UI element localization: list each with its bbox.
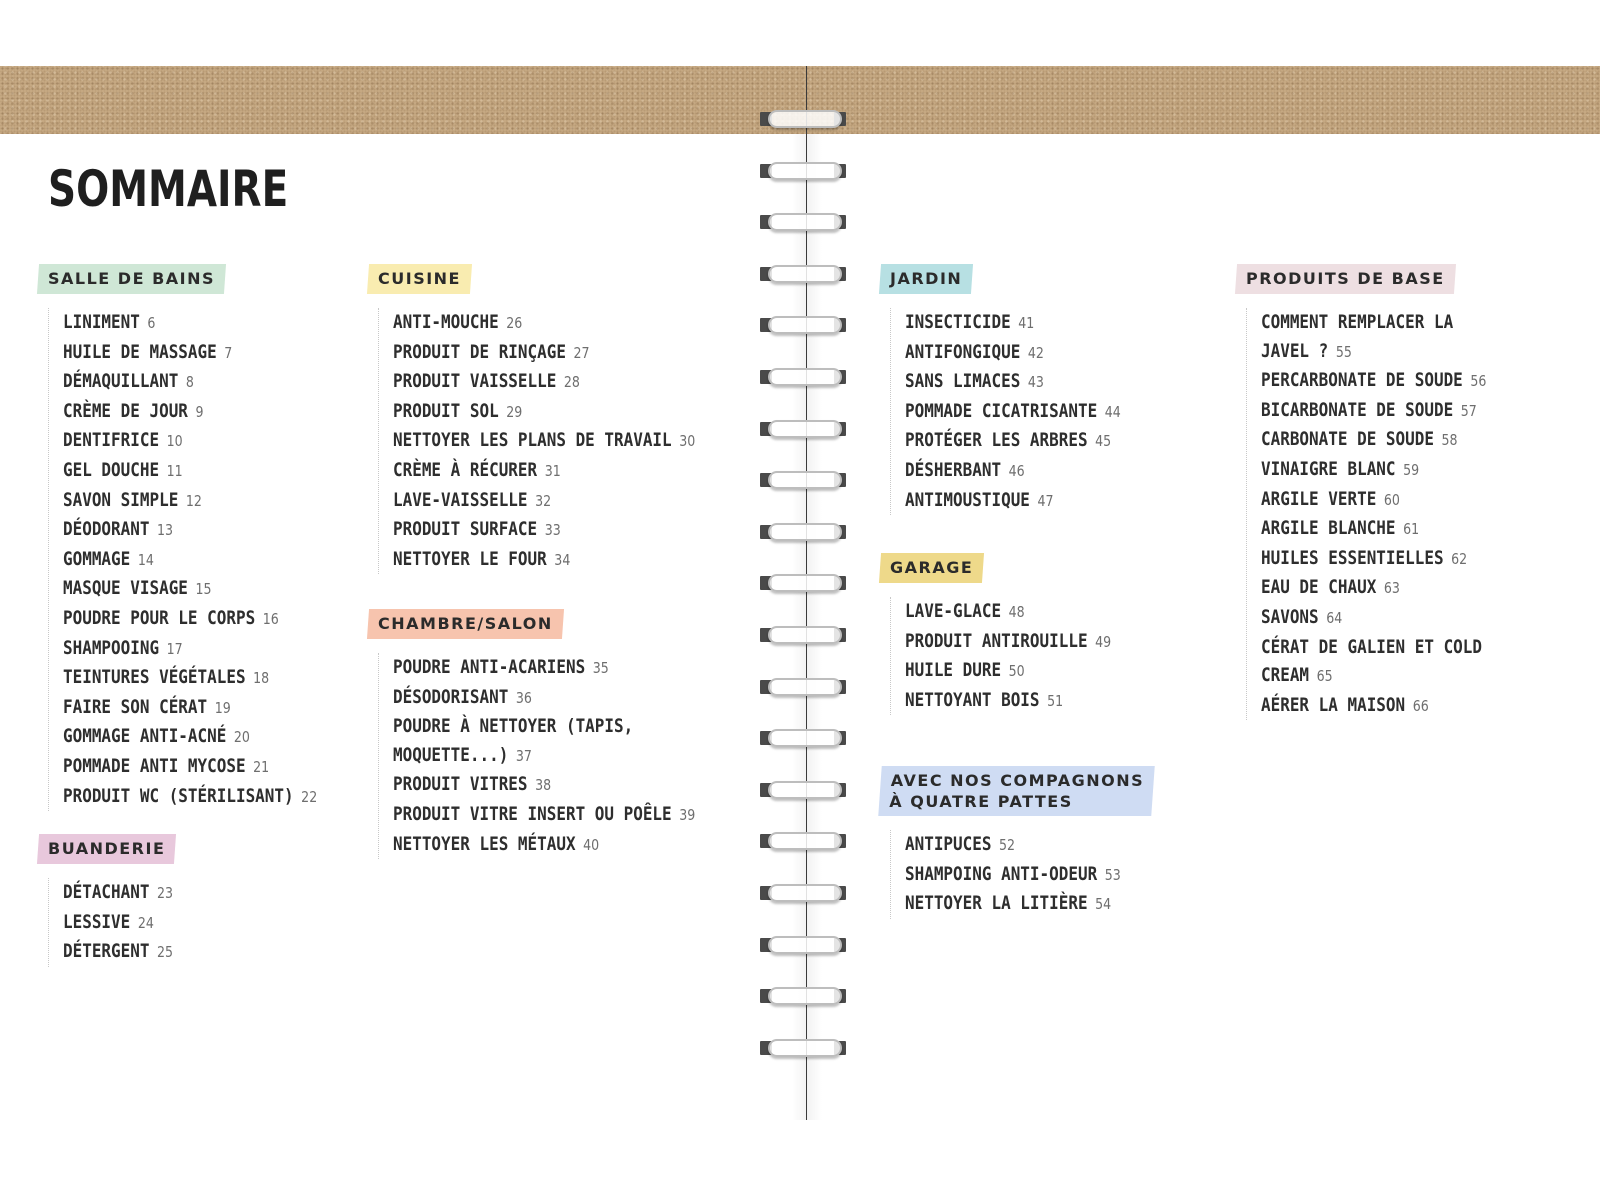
list-item: [63, 722, 317, 752]
list-item: [63, 604, 317, 634]
page-number: 12: [185, 491, 202, 510]
list-item: [63, 308, 317, 338]
section-heading: CUISINE: [367, 264, 472, 294]
page-number: 51: [1047, 691, 1064, 710]
item-label: POUDRE POUR LE CORPS: [63, 606, 256, 629]
item-label: GOMMAGE: [63, 547, 131, 570]
item-label: LESSIVE: [63, 910, 131, 933]
recipe-list: [378, 308, 753, 574]
list-item: [393, 653, 695, 683]
list-item: [1261, 661, 1486, 691]
list-item: [905, 830, 1121, 860]
section-garage: [880, 553, 1150, 715]
item-label: LAVE-GLACE: [905, 600, 1002, 622]
page-number: 64: [1326, 608, 1343, 627]
section-produits-de-base: [1236, 264, 1529, 720]
binding-ring: [760, 727, 846, 749]
binding-ring: [760, 985, 846, 1007]
page-number: 15: [195, 580, 212, 599]
list-item: [1261, 308, 1486, 337]
item-label: PRODUIT VAISSELLE: [393, 370, 557, 393]
item-label: NETTOYER LES PLANS DE TRAVAIL: [393, 429, 672, 452]
list-item: [905, 860, 1121, 890]
list-item: [63, 693, 317, 723]
page-number: 34: [554, 550, 571, 569]
page-number: 20: [233, 728, 250, 747]
list-item: [393, 770, 695, 800]
item-label: DÉODORANT: [63, 518, 150, 541]
list-item: [393, 712, 695, 741]
item-label: AÉRER LA MAISON: [1261, 693, 1406, 716]
page-number: 44: [1104, 402, 1121, 421]
section-heading: SALLE DE BAINS: [37, 264, 226, 294]
page-number: 62: [1451, 549, 1468, 568]
item-label: CÉRAT DE GALIEN ET COLD: [1261, 635, 1483, 658]
list-item: [63, 515, 317, 545]
item-label: CRÈME DE JOUR: [63, 399, 188, 422]
page-number: 65: [1316, 667, 1333, 686]
list-item: [63, 486, 317, 516]
list-item: [393, 397, 695, 427]
list-item: [393, 308, 695, 338]
list-item: [63, 545, 317, 575]
item-label: POUDRE À NETTOYER (TAPIS,: [393, 715, 634, 738]
item-label: CARBONATE DE SOUDE: [1261, 428, 1434, 451]
item-label: POUDRE ANTI-ACARIENS: [393, 656, 586, 678]
item-label: PRODUIT VITRES: [393, 773, 528, 796]
page-number: 60: [1383, 490, 1400, 509]
list-item: [905, 486, 1121, 516]
page-number: 8: [185, 373, 194, 392]
section-buanderie: [38, 834, 194, 967]
page-number: 46: [1008, 461, 1025, 480]
page-number: 52: [999, 836, 1016, 854]
list-item: [1261, 544, 1486, 574]
list-item: [1261, 603, 1486, 633]
list-item: [1261, 691, 1486, 721]
list-item: [393, 338, 695, 368]
item-label: POMMADE ANTI MYCOSE: [63, 754, 246, 777]
page-number: 23: [157, 884, 174, 902]
item-label: PRODUIT VITRE INSERT OU POÊLE: [393, 802, 672, 825]
page-number: 50: [1008, 662, 1025, 681]
page-number: 11: [166, 461, 183, 480]
page-number: 32: [535, 491, 552, 510]
list-item: [63, 574, 317, 604]
section-chambre-salon: [368, 609, 753, 859]
page-number: 16: [262, 609, 279, 628]
list-item: [393, 456, 695, 486]
page-number: 7: [224, 343, 233, 362]
list-item: [393, 830, 695, 860]
list-item: [393, 486, 695, 516]
item-label: BICARBONATE DE SOUDE: [1261, 398, 1454, 421]
list-item: [63, 426, 317, 456]
item-label: JAVEL ?: [1261, 339, 1329, 362]
list-item: [63, 338, 317, 368]
list-item: [63, 878, 173, 908]
item-label: DÉSHERBANT: [905, 458, 1002, 481]
binding-ring: [760, 469, 846, 491]
item-label: POMMADE CICATRISANTE: [905, 399, 1098, 422]
page-number: 38: [535, 776, 552, 795]
page-number: 9: [195, 402, 204, 421]
page-number: 48: [1008, 603, 1025, 621]
page-number: 31: [544, 461, 561, 480]
list-item: [63, 456, 317, 486]
list-item: [63, 663, 317, 693]
binding-ring: [760, 572, 846, 594]
list-item: [393, 741, 695, 771]
heading-line-2: À QUATRE PATTES: [889, 792, 1073, 811]
item-label: PRODUIT DE RINÇAGE: [393, 340, 566, 363]
list-item: [63, 937, 173, 967]
page-number: 18: [253, 669, 270, 688]
list-item: [393, 683, 695, 713]
item-label: TEINTURES VÉGÉTALES: [63, 666, 246, 689]
page-number: 10: [166, 432, 183, 451]
list-item: [905, 426, 1121, 456]
binding-ring: [760, 624, 846, 646]
page-number: 57: [1460, 401, 1477, 420]
list-item: [1261, 366, 1486, 396]
item-label: NETTOYANT BOIS: [905, 688, 1040, 711]
list-item: [63, 367, 317, 397]
list-item: [393, 800, 695, 830]
page-number: 29: [506, 402, 523, 421]
page-number: 40: [583, 835, 600, 854]
page-number: 30: [679, 432, 696, 451]
section-jardin: [880, 264, 1162, 515]
page-number: 37: [515, 746, 532, 765]
item-label: PROTÉGER LES ARBRES: [905, 429, 1088, 452]
item-label: ANTIPUCES: [905, 833, 992, 855]
binding-ring: [760, 521, 846, 543]
item-label: ARGILE VERTE: [1261, 487, 1377, 510]
list-item: [905, 889, 1121, 919]
section-heading: GARAGE: [879, 553, 984, 583]
binding-ring: [760, 934, 846, 956]
list-item: [905, 338, 1121, 368]
list-item: [1261, 396, 1486, 426]
page-title: SOMMAIRE: [48, 160, 289, 218]
item-label: EAU DE CHAUX: [1261, 576, 1377, 599]
list-item: [905, 686, 1111, 716]
binding-ring: [760, 779, 846, 801]
recipe-list: [48, 878, 194, 967]
item-label: DÉTERGENT: [63, 940, 150, 963]
binding-ring: [760, 882, 846, 904]
item-label: PRODUIT ANTIROUILLE: [905, 629, 1088, 652]
list-item: [905, 367, 1121, 397]
page-number: 24: [137, 913, 154, 932]
binding-ring: [760, 108, 846, 130]
item-label: GEL DOUCHE: [63, 458, 160, 481]
recipe-list: [48, 308, 366, 811]
page-number: 41: [1018, 314, 1035, 332]
item-label: PRODUIT SOL: [393, 399, 499, 422]
section-heading: [878, 766, 1155, 816]
list-item: [1261, 633, 1486, 662]
recipe-list: [890, 308, 1162, 515]
list-item: [393, 367, 695, 397]
item-label: HUILE DURE: [905, 659, 1002, 682]
item-label: INSECTICIDE: [905, 311, 1011, 333]
page-number: 22: [301, 787, 318, 806]
section-salle-de-bains: [38, 264, 366, 811]
page-number: 28: [563, 373, 580, 392]
list-item: [63, 752, 317, 782]
item-label: CRÈME À RÉCURER: [393, 458, 538, 481]
page-number: 19: [214, 698, 231, 717]
list-item: [1261, 425, 1486, 455]
list-item: [63, 634, 317, 664]
page-number: 43: [1027, 373, 1044, 392]
item-label: PRODUIT WC (STÉRILISANT): [63, 784, 294, 807]
item-label: FAIRE SON CÉRAT: [63, 695, 208, 718]
binding-ring: [760, 211, 846, 233]
binding-ring: [760, 366, 846, 388]
page-number: 45: [1095, 432, 1112, 451]
item-label: ANTIFONGIQUE: [905, 340, 1021, 363]
binding-ring: [760, 830, 846, 852]
page-number: 26: [506, 314, 523, 332]
page-number: 21: [253, 757, 270, 776]
binding-ring: [760, 676, 846, 698]
page-number: 6: [147, 314, 156, 332]
item-label: ARGILE BLANCHE: [1261, 517, 1396, 540]
list-item: [1261, 455, 1486, 485]
list-item: [905, 397, 1121, 427]
item-label: MASQUE VISAGE: [63, 577, 188, 600]
item-label: SHAMPOING ANTI-ODEUR: [905, 862, 1098, 885]
recipe-list: [378, 653, 753, 859]
section-heading: CHAMBRE/SALON: [367, 609, 564, 639]
section-cuisine: [368, 264, 753, 574]
page-number: 17: [166, 639, 183, 658]
item-label: CREAM: [1261, 664, 1310, 687]
page-number: 42: [1027, 343, 1044, 362]
list-item: [905, 308, 1121, 338]
binding-ring: [760, 1037, 846, 1059]
item-label: LINIMENT: [63, 311, 140, 333]
list-item: [63, 908, 173, 938]
page-number: 49: [1095, 632, 1112, 651]
list-item: [905, 597, 1111, 627]
item-label: MOQUETTE...): [393, 743, 509, 766]
item-label: SAVONS: [1261, 605, 1319, 628]
section-heading: PRODUITS DE BASE: [1235, 264, 1456, 294]
item-label: LAVE-VAISSELLE: [393, 488, 528, 511]
page-number: 35: [592, 659, 609, 677]
list-item: [905, 656, 1111, 686]
item-label: DÉSODORISANT: [393, 685, 509, 708]
item-label: SHAMPOOING: [63, 636, 160, 659]
list-item: [63, 782, 317, 812]
item-label: DÉTACHANT: [63, 881, 150, 903]
page-number: 53: [1104, 865, 1121, 884]
list-item: [1261, 337, 1486, 367]
page-number: 47: [1037, 491, 1054, 510]
recipe-list: [890, 597, 1150, 715]
page-number: 61: [1403, 520, 1420, 539]
recipe-list: [890, 830, 1162, 919]
list-item: [905, 627, 1111, 657]
item-label: COMMENT REMPLACER LA: [1261, 311, 1454, 333]
binding-ring: [760, 314, 846, 336]
page-number: 27: [573, 343, 590, 362]
page-number: 56: [1470, 372, 1487, 391]
page-number: 54: [1095, 895, 1112, 914]
list-item: [905, 456, 1121, 486]
binding-ring: [760, 160, 846, 182]
list-item: [393, 515, 695, 545]
list-item: [1261, 514, 1486, 544]
item-label: SAVON SIMPLE: [63, 488, 179, 511]
item-label: DÉMAQUILLANT: [63, 370, 179, 393]
item-label: DENTIFRICE: [63, 429, 160, 452]
heading-line-1: AVEC NOS COMPAGNONS: [890, 771, 1145, 790]
page-number: 14: [137, 550, 154, 569]
item-label: GOMMAGE ANTI-ACNÉ: [63, 725, 227, 748]
list-item: [393, 426, 695, 456]
page-number: 33: [544, 521, 561, 540]
item-label: VINAIGRE BLANC: [1261, 457, 1396, 480]
section-heading: JARDIN: [879, 264, 973, 294]
item-label: HUILES ESSENTIELLES: [1261, 546, 1444, 569]
page-number: 63: [1383, 579, 1400, 598]
list-item: [1261, 485, 1486, 515]
list-item: [1261, 573, 1486, 603]
page-number: 66: [1412, 696, 1429, 715]
binding-ring: [760, 418, 846, 440]
item-label: SANS LIMACES: [905, 370, 1021, 393]
item-label: NETTOYER LE FOUR: [393, 547, 547, 570]
item-label: PERCARBONATE DE SOUDE: [1261, 369, 1463, 392]
page-number: 25: [157, 943, 174, 962]
page-number: 13: [157, 521, 174, 540]
page-number: 36: [515, 688, 532, 707]
section-compagnons: [880, 766, 1162, 919]
page-number: 58: [1441, 431, 1458, 450]
section-heading: BUANDERIE: [37, 834, 176, 864]
item-label: HUILE DE MASSAGE: [63, 340, 217, 363]
binding-ring: [760, 263, 846, 285]
item-label: ANTIMOUSTIQUE: [905, 488, 1030, 511]
page-number: 39: [679, 805, 696, 824]
item-label: ANTI-MOUCHE: [393, 311, 499, 333]
list-item: [63, 397, 317, 427]
list-item: [393, 545, 695, 575]
item-label: PRODUIT SURFACE: [393, 518, 538, 541]
item-label: NETTOYER LA LITIÈRE: [905, 892, 1088, 915]
page-number: 55: [1335, 342, 1352, 361]
recipe-list: [1246, 308, 1529, 720]
item-label: NETTOYER LES MÉTAUX: [393, 832, 576, 855]
page-number: 59: [1403, 460, 1420, 479]
